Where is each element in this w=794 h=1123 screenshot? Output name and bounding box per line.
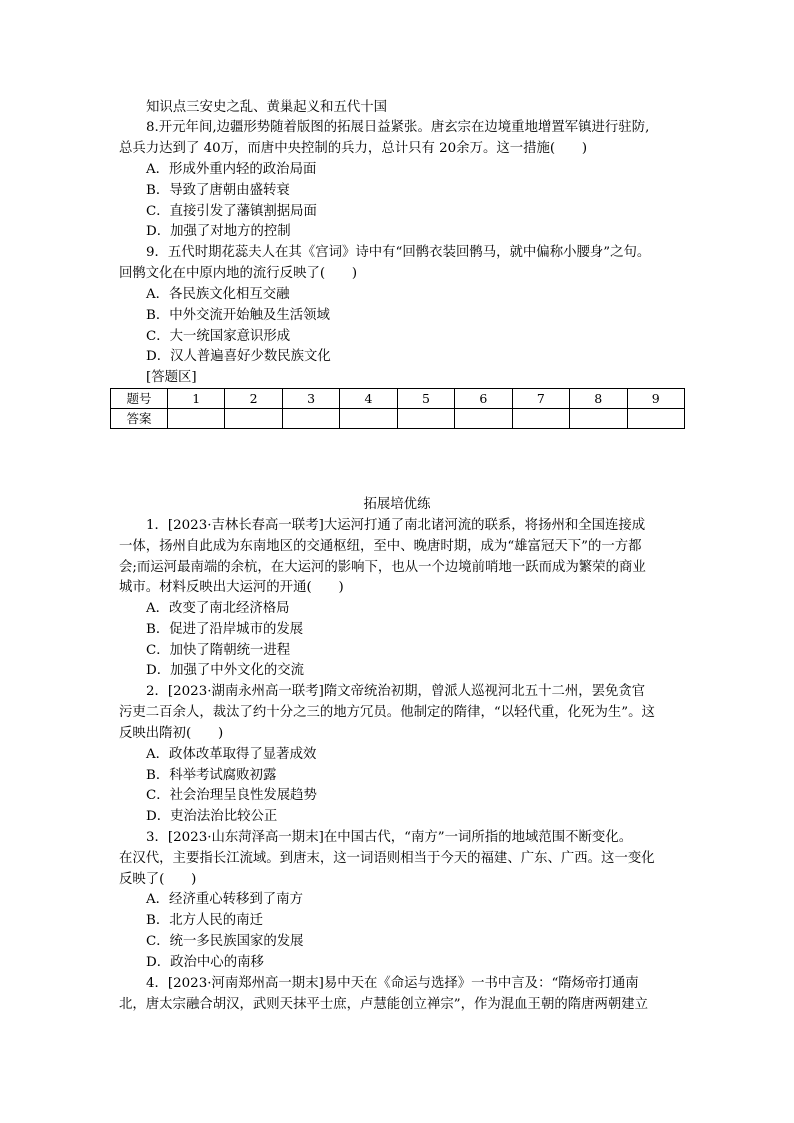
answer-cell[interactable]	[282, 409, 339, 429]
option-a: A．政体改革取得了显著成效	[146, 747, 317, 762]
answer-cell[interactable]	[225, 409, 282, 429]
question-stem: 1．[2023·吉林长春高一联考]大运河打通了南北诸河流的联系，将扬州和全国连接成	[146, 518, 646, 533]
question-stem: 反映出隋初( )	[119, 726, 224, 741]
option-c: C．加快了隋朝统一进程	[146, 643, 291, 658]
option-a: A．改变了南北经济格局	[146, 601, 290, 616]
question-number: 9	[627, 389, 685, 409]
table-row	[111, 409, 685, 429]
question-stem: 污吏二百余人，裁汰了约十分之三的地方冗员。他制定的隋律，“以轻代重，化死为生”。这	[119, 705, 655, 720]
question-stem: 反映了( )	[119, 872, 197, 887]
option-b: B．科举考试腐败初露	[146, 768, 277, 783]
option-b: B．中外交流开始触及生活领域	[146, 308, 330, 323]
question-number: 7	[512, 389, 569, 409]
option-b: B．促进了沿岸城市的发展	[146, 622, 304, 637]
option-d: D．加强了中外文化的交流	[146, 663, 305, 678]
question-number: 6	[455, 389, 512, 409]
answer-cell[interactable]	[627, 409, 685, 429]
option-c: C．直接引发了藩镇割据局面	[146, 204, 317, 219]
answer-table	[110, 388, 685, 429]
question-stem: 2．[2023·湖南永州高一联考]隋文帝统治初期，曾派人巡视河北五十二州，罢免贪官	[146, 684, 646, 699]
table-row-label: 答案	[111, 409, 168, 429]
option-c: C．统一多民族国家的发展	[146, 934, 304, 949]
option-c: C．社会治理呈良性发展趋势	[146, 788, 317, 803]
question-number: 5	[397, 389, 454, 409]
question-number: 4	[340, 389, 397, 409]
answer-area-label: [答题区]	[146, 370, 197, 385]
table-row-label: 题号	[111, 389, 168, 409]
option-d: D．汉人普遍喜好少数民族文化	[146, 349, 331, 364]
question-stem: 一体，扬州自此成为东南地区的交通枢纽，至中、晚唐时期，成为“雄富冠天下”的一方都	[119, 539, 642, 554]
option-d: D．加强了对地方的控制	[146, 224, 291, 239]
question-number: 2	[225, 389, 282, 409]
option-c: C．大一统国家意识形成	[146, 329, 291, 344]
option-a: A．各民族文化相互交融	[146, 287, 290, 302]
option-b: B．北方人民的南迁	[146, 913, 263, 928]
section-title: 知识点三安史之乱、黄巢起义和五代十国	[146, 100, 388, 115]
question-stem: 3．[2023·山东菏泽高一期末]在中国古代，“南方”一词所指的地域范围不断变化。	[146, 830, 633, 845]
question-stem: 8.开元年间,边疆形势随着版图的拓展日益紧张。唐玄宗在边境重地增置军镇进行驻防,	[146, 120, 650, 135]
option-a: A．形成外重内轻的政治局面	[146, 162, 317, 177]
answer-cell[interactable]	[340, 409, 397, 429]
answer-cell[interactable]	[570, 409, 627, 429]
option-a: A．经济重心转移到了南方	[146, 892, 303, 907]
question-stem: 会;而运河最南端的余杭，在大运河的影响下，也从一个边境前哨地一跃而成为繁荣的商业	[119, 560, 646, 575]
answer-cell[interactable]	[512, 409, 569, 429]
question-number: 1	[168, 389, 225, 409]
answer-cell[interactable]	[397, 409, 454, 429]
question-number: 8	[570, 389, 627, 409]
answer-cell[interactable]	[168, 409, 225, 429]
question-stem: 总兵力达到了 40万，而唐中央控制的兵力，总计只有 20余万。这一措施( )	[119, 141, 588, 156]
question-stem: 4．[2023·河南郑州高一期末]易中天在《命运与选择》一书中言及：“隋炀帝打通南	[146, 976, 639, 991]
answer-cell[interactable]	[455, 409, 512, 429]
question-number: 3	[282, 389, 339, 409]
question-stem: 在汉代，主要指长江流域。到唐末，这一词语则相当于今天的福建、广东、广西。这一变化	[119, 851, 655, 866]
question-stem: 城市。材料反映出大运河的开通( )	[119, 580, 344, 595]
option-b: B．导致了唐朝由盛转衰	[146, 183, 290, 198]
option-d: D．政治中心的南移	[146, 955, 264, 970]
question-stem: 回鹘文化在中原内地的流行反映了( )	[119, 266, 358, 281]
option-d: D．吏治法治比较公正	[146, 809, 278, 824]
question-stem: 9．五代时期花蕊夫人在其《宫词》诗中有“回鹘衣装回鹘马，就中偏称小腰身”之句。	[146, 245, 651, 260]
table-row	[111, 389, 685, 409]
extension-title: 拓展培优练	[363, 497, 431, 512]
question-stem: 北，唐太宗融合胡汉，武则天抹平士庶，卢慧能创立禅宗”，作为混血王朝的隋唐两朝建立	[119, 997, 649, 1012]
